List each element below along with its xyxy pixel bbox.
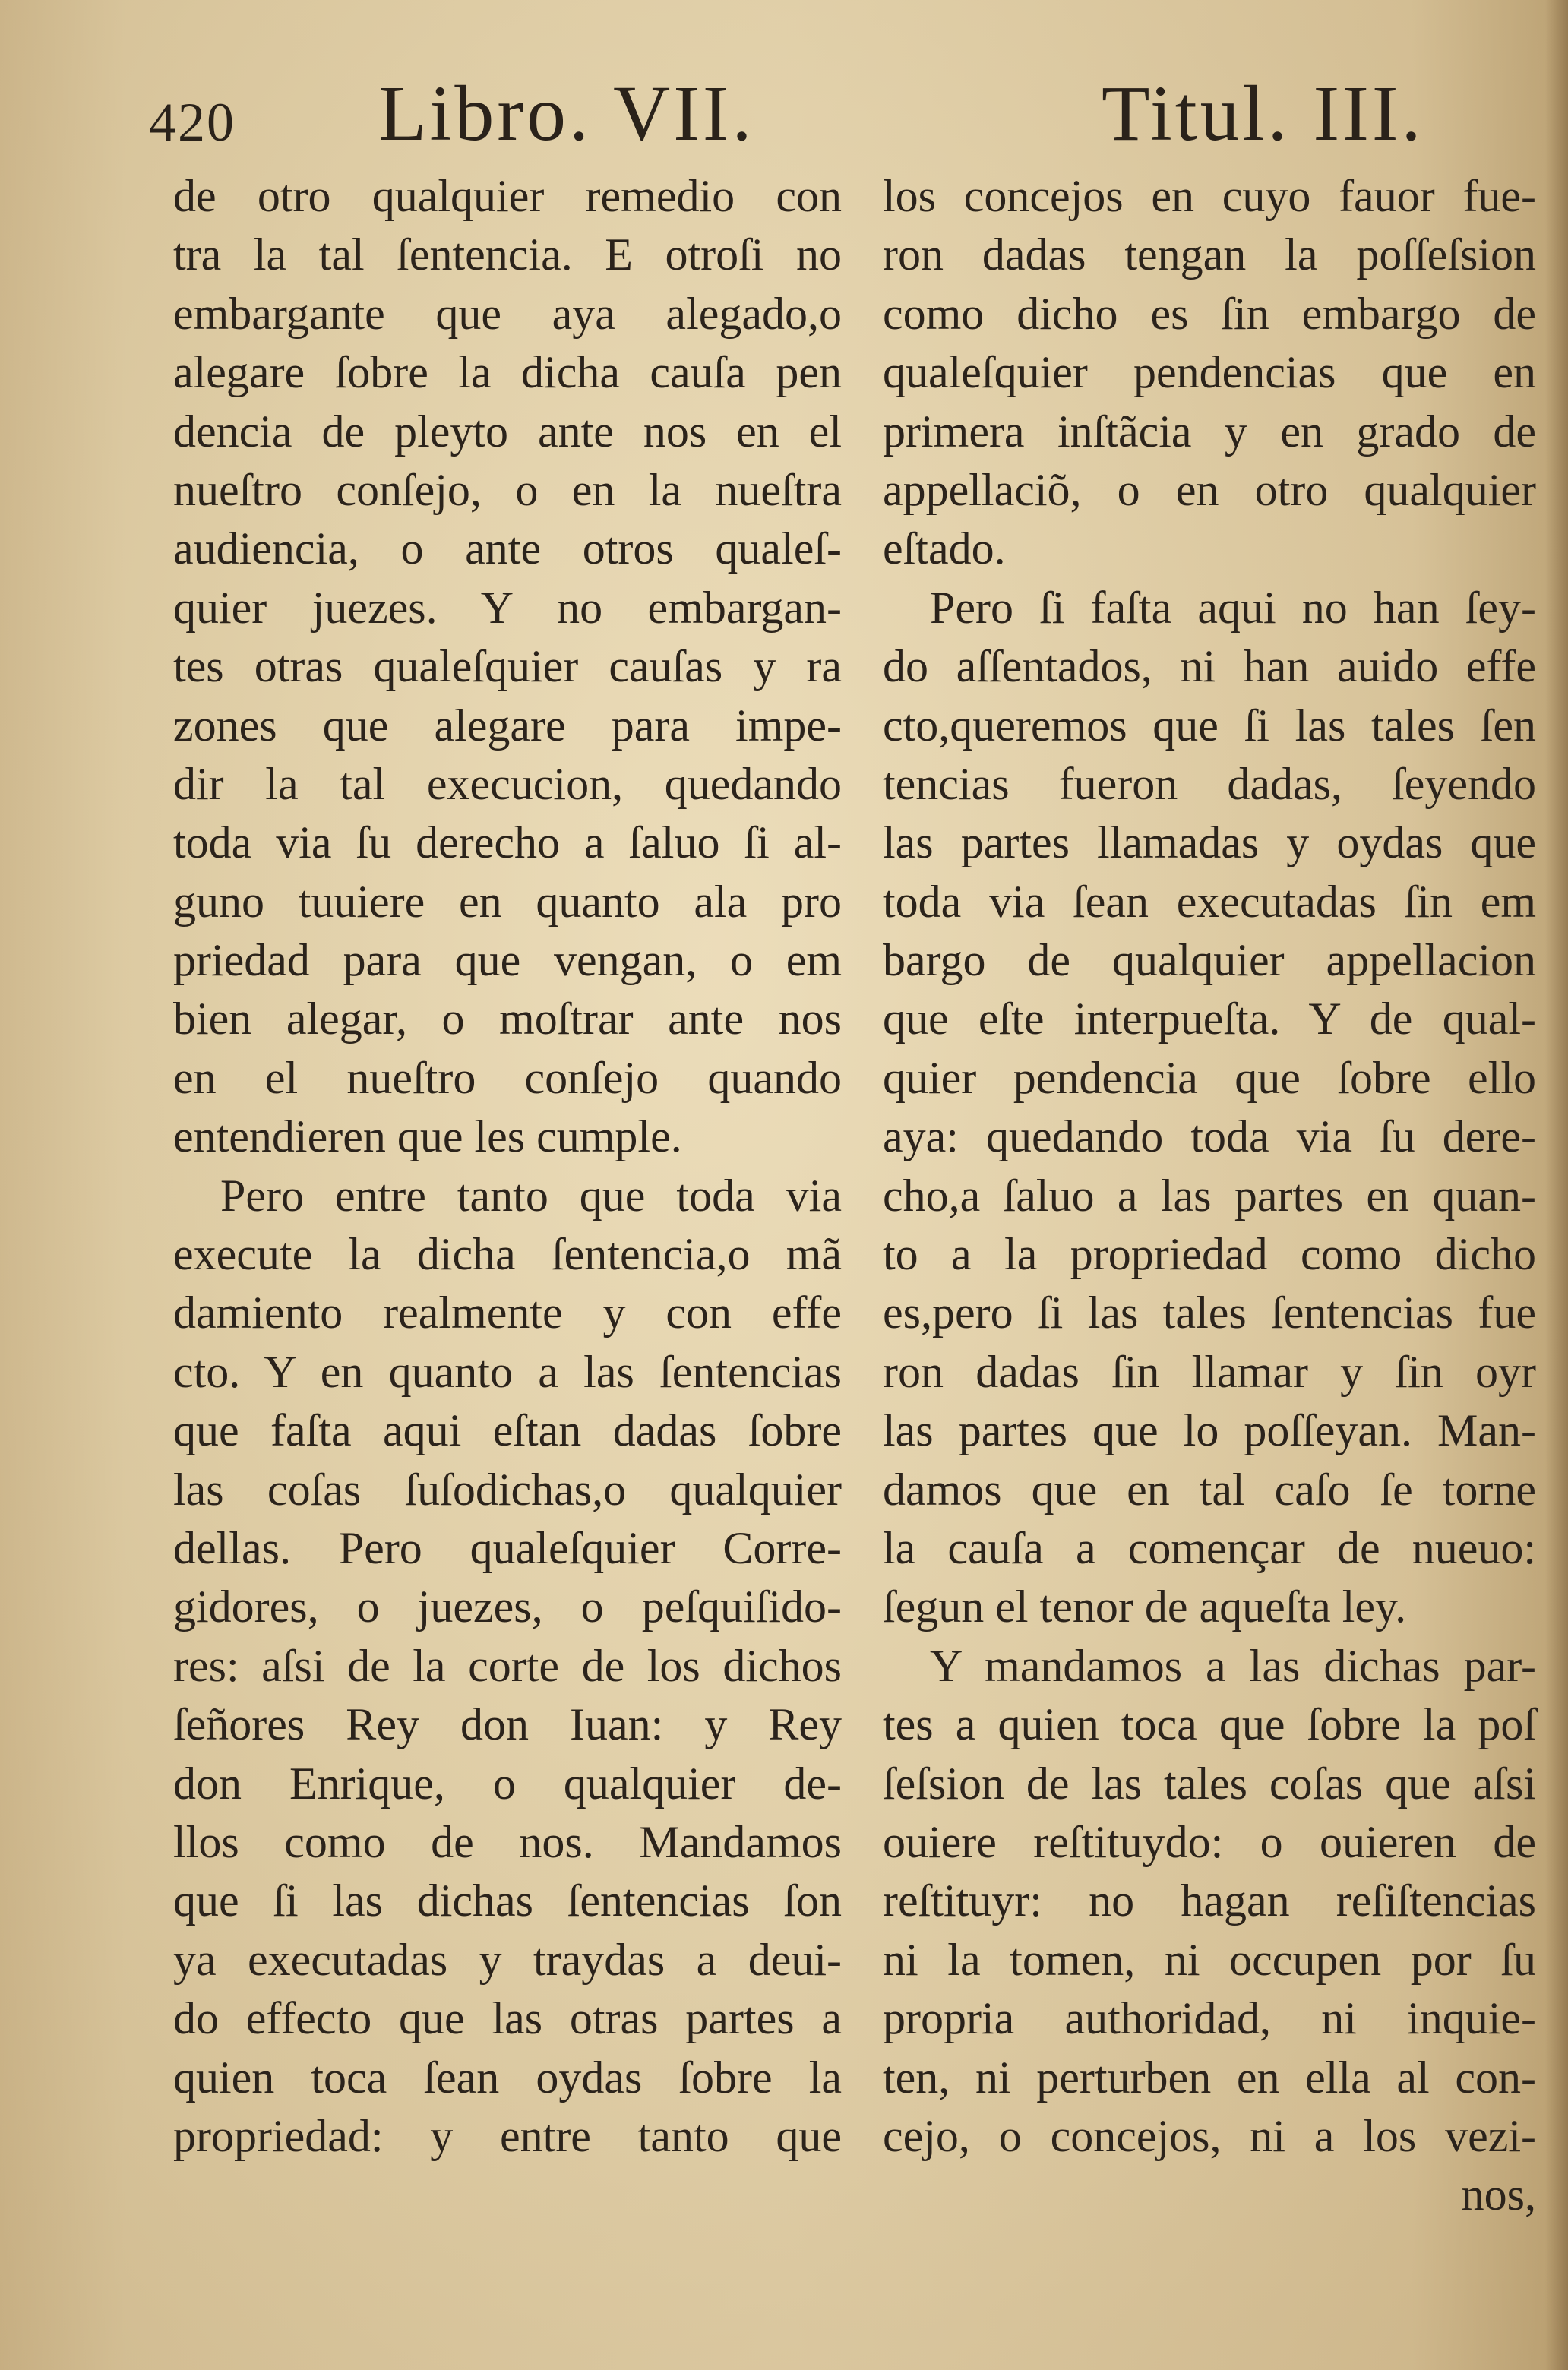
text-line: cho,a ſaluo a las partes en quan- (883, 1170, 1536, 1221)
text-line: ſegun el tenor de aqueſta ley. (883, 1582, 1407, 1632)
text-line: entendieren que les cumple. (173, 1111, 682, 1162)
text-line: damiento realmente y con effe (173, 1288, 842, 1338)
text-line: Pero entre tanto que toda via (220, 1170, 842, 1221)
text-line: gidores, o juezes, o peſquiſido- (173, 1582, 842, 1632)
text-line: como dicho es ſin embargo de (883, 288, 1536, 339)
text-line: ſeñores Rey don Iuan: y Rey (173, 1699, 842, 1750)
text-line: las partes llamadas y oydas que (883, 817, 1536, 868)
text-line: zones que alegare para impe- (173, 700, 842, 750)
text-line: llos como de nos. Mandamos (173, 1816, 842, 1867)
text-line: propriedad: y entre tanto que (173, 2110, 842, 2161)
text-line: alegare ſobre la dicha cauſa pen (173, 347, 842, 398)
text-line: la cauſa a començar de nueuo: (883, 1522, 1536, 1573)
text-line: de otro qualquier remedio con (173, 171, 842, 221)
text-line: ouiere reſtituydo: o ouieren de (883, 1816, 1536, 1867)
text-line: Y mandamos a las dichas par- (930, 1640, 1536, 1691)
text-line: dir la tal execucion, quedando (173, 758, 842, 809)
text-line: tencias fueron dadas, ſeyendo (883, 758, 1536, 809)
text-line: aya: quedando toda via ſu dere- (883, 1111, 1536, 1162)
text-line: nueſtro conſejo, o en la nueſtra (173, 464, 842, 515)
text-line: dencia de pleyto ante nos en el (173, 406, 842, 457)
text-line: ya executadas y traydas a deui- (173, 1934, 842, 1985)
text-line: to a la propriedad como dicho (883, 1229, 1536, 1280)
running-header (0, 55, 1568, 157)
text-line: propria authoridad, ni inquie- (883, 1993, 1536, 2044)
text-line: cto,queremos que ſi las tales ſen (883, 700, 1536, 750)
text-line: que eſte interpueſta. Y de qual- (883, 994, 1536, 1044)
text-line: ni la tomen, ni occupen por ſu (883, 1934, 1536, 1985)
text-line: quien toca ſean oydas ſobre la (173, 2052, 842, 2103)
text-line: quier pendencia que ſobre ello (883, 1052, 1536, 1103)
text-line: qualeſquier pendencias que en (883, 347, 1536, 398)
left-text-column (173, 167, 842, 2166)
text-line: ron dadas tengan la poſſeſsion (883, 229, 1536, 280)
text-line: execute la dicha ſentencia,o mã (173, 1229, 842, 1280)
text-line: reſtituyr: no hagan reſiſtencias (883, 1875, 1536, 1926)
text-line: eſtado. (883, 523, 1006, 574)
text-line: guno tuuiere en quanto ala pro (173, 876, 842, 927)
text-line: embargante que aya alegado,o (173, 288, 842, 339)
text-line: tes a quien toca que ſobre la poſ (883, 1699, 1536, 1750)
text-line: en el nueſtro conſejo quando (173, 1052, 842, 1103)
text-line: priedad para que vengan, o em (173, 935, 842, 986)
book-heading: Libro. VII. (378, 70, 755, 157)
text-line: toda via ſu derecho a ſaluo ſi al- (173, 817, 842, 868)
text-line: los concejos en cuyo fauor fue- (883, 171, 1536, 221)
text-line: cto. Y en quanto a las ſentencias (173, 1346, 842, 1397)
text-line: toda via ſean executadas ſin em (883, 876, 1536, 927)
text-line: es,pero ſi las tales ſentencias fue (883, 1288, 1536, 1338)
text-line: que ſi las dichas ſentencias ſon (173, 1875, 842, 1926)
page-edge-shadow (1545, 0, 1568, 2370)
text-line: tes otras qualeſquier cauſas y ra (173, 641, 842, 692)
text-line: primera inſtãcia y en grado de (883, 406, 1536, 457)
page-number: 420 (149, 92, 236, 153)
text-line: ten, ni perturben en ella al con- (883, 2052, 1536, 2103)
text-line: ſeſsion de las tales coſas que aſsi (883, 1758, 1536, 1809)
text-line: ron dadas ſin llamar y ſin oyr (883, 1346, 1536, 1397)
text-line: bargo de qualquier appellacion (883, 935, 1536, 986)
text-line: bien alegar, o moſtrar ante nos (173, 994, 842, 1044)
text-line: dellas. Pero qualeſquier Corre- (173, 1522, 842, 1573)
text-line: las partes que lo poſſeyan. Man- (883, 1405, 1536, 1456)
text-line: do effecto que las otras partes a (173, 1993, 842, 2044)
text-line: damos que en tal caſo ſe torne (883, 1464, 1536, 1515)
text-line: nos, (1461, 2169, 1536, 2220)
text-line: que faſta aqui eſtan dadas ſobre (173, 1405, 842, 1456)
text-line: quier juezes. Y no embargan- (173, 582, 842, 633)
text-line: don Enrique, o qualquier de- (173, 1758, 842, 1809)
text-line: res: aſsi de la corte de los dichos (173, 1640, 842, 1691)
text-line: do aſſentados, ni han auido effe (883, 641, 1536, 692)
text-line: Pero ſi faſta aqui no han ſey- (930, 582, 1536, 633)
title-heading: Titul. III. (1102, 70, 1424, 157)
text-line: audiencia, o ante otros qualeſ- (173, 523, 842, 574)
text-line: appellaciõ, o en otro qualquier (883, 464, 1536, 515)
text-line: tra la tal ſentencia. E otroſi no (173, 229, 842, 280)
text-line: las coſas ſuſodichas,o qualquier (173, 1464, 842, 1515)
right-text-column (883, 167, 1536, 2225)
text-line: cejo, o concejos, ni a los vezi- (883, 2110, 1536, 2161)
